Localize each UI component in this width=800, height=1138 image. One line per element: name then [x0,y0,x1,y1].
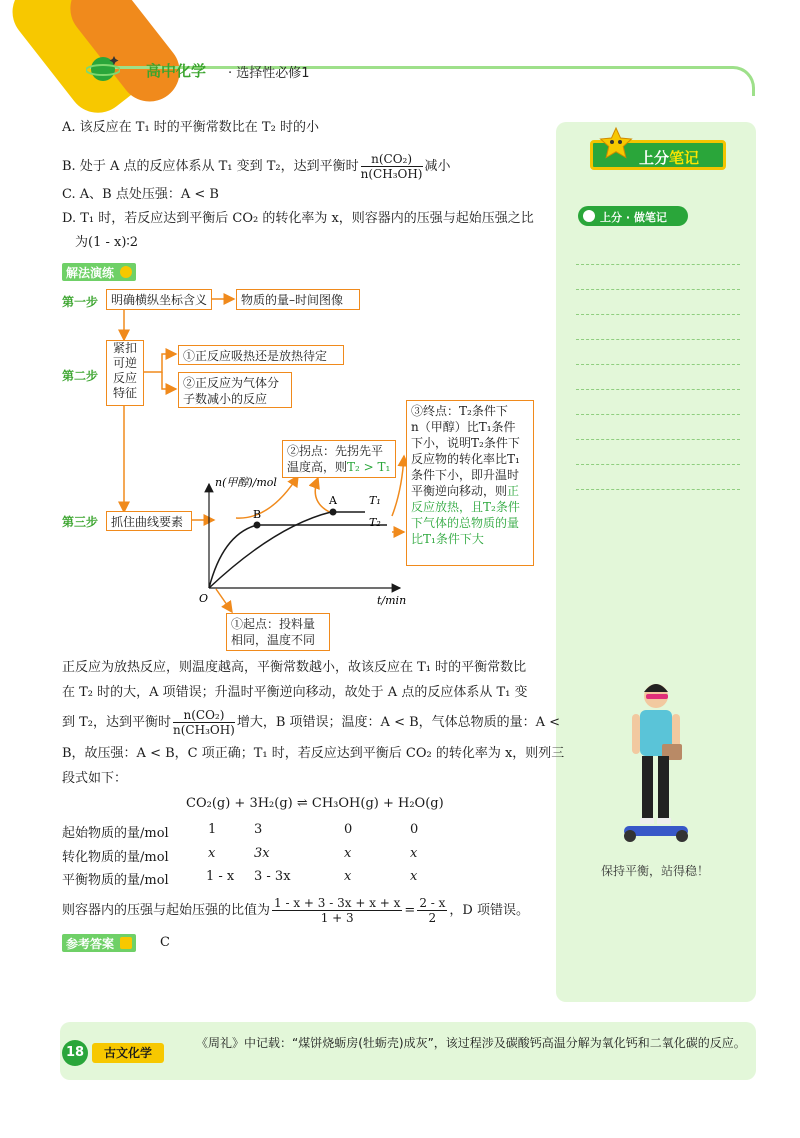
pencil-icon [120,937,132,949]
series-t1-label: T₁ [369,494,381,507]
fraction-denominator: 1 + 3 [320,911,354,925]
row-label: 转化物质的量/mol [62,850,169,865]
note-line[interactable] [576,364,740,365]
pill-dot-icon [583,210,595,222]
cell: 3 - 3x [254,869,291,884]
feature-2-line: ②正反应为气体分 [183,376,280,390]
analysis-text: 到 T₂，达到平衡时 [62,715,172,730]
fraction-numerator: 2 - x [419,896,446,910]
section-tag-answer [62,934,136,952]
step-1-label: 第一步 [62,295,99,309]
illustration-caption: 保持平衡，站得稳！ [601,864,710,878]
end-conclusion: 正 [507,484,520,498]
notes-pill-label: 上分 · 做笔记 [600,211,667,224]
start-line: 相同，温度不同 [231,633,316,647]
note-line[interactable] [576,464,740,465]
option-b-text: B. 处于 A 点的反应体系从 T₁ 变到 T₂，达到平衡时 [62,159,359,174]
footer-tag: 古文化学 [92,1043,164,1063]
curve-t2 [209,525,387,588]
option-c: C. A、B 点处压强：A < B [62,187,219,202]
option-b-tail: 减小 [424,159,451,174]
cell: x [344,846,352,861]
analysis-line-2: 在 T₂ 时的大，A 项错误；升温时平衡逆向移动，故处于 A 点的反应体系从 T₁ 变 [62,685,528,700]
cell: 1 [208,822,217,837]
option-a: A. 该反应在 T₁ 时的平衡常数比在 T₂ 时的小 [62,120,319,135]
cell: x [344,869,352,884]
turning-line: ②拐点：先拐先平 [287,444,384,458]
grasp-line: 特征 [113,386,138,400]
cell: x [410,846,418,861]
box-image-type: 物质的量–时间图像 [236,289,360,310]
option-d-line2: 为(1 - x)∶2 [75,235,139,250]
box-end-point [406,400,534,566]
box-coordinates: 明确横纵坐标含义 [106,289,212,310]
note-line[interactable] [576,414,740,415]
grasp-line: 紧扣 [113,341,138,355]
note-line[interactable] [576,489,740,490]
grasp-line: 可逆 [113,356,138,370]
analysis-line-1: 正反应为放热反应，则温度越高，平衡常数越小，故该反应在 T₁ 时的平衡常数比 [62,660,527,675]
answer-value: C [160,935,170,950]
fraction-denominator: n(CH₃OH) [173,723,235,737]
section-tag-label: 解法演练 [66,266,115,280]
start-line: ①起点：投料量 [231,617,316,631]
end-line: 反应物的转化率比T₁ [411,452,520,466]
box-feature-2 [178,372,292,408]
end-line: 下小，说明T₂条件下 [411,436,520,450]
conclusion-fraction-2 [417,896,447,925]
answer-tag-label: 参考答案 [66,937,115,951]
point-a-label: A [329,494,337,507]
end-line: ③终点：T₂条件下 [411,404,508,418]
reaction-equation: CO₂(g) + 3H₂(g) ⇌ CH₃OH(g) + H₂O(g) [186,796,444,811]
box-curve-elements: 抓住曲线要素 [106,511,192,531]
equals-sign: = [404,903,416,918]
header-subtitle: · 选择性必修1 [228,66,310,81]
series-t2-label: T₂ [369,516,381,529]
origin-label: O [199,592,209,605]
fraction-denominator: 2 [428,911,437,925]
end-line: 平衡逆向移动，则 [411,484,508,498]
cell: 3x [254,846,270,861]
note-line[interactable] [576,389,740,390]
cell: x [208,846,216,861]
box-feature-1: ①正反应吸热还是放热待定 [178,345,344,365]
fraction-numerator: n(CO₂) [361,152,423,167]
footer-text: 《周礼》中记载：“煤饼烧蛎房(牡蛎壳)成灰”，该过程涉及碳酸钙高温分解为氧化钙和二氧化碳的反应。 [196,1036,746,1050]
note-line[interactable] [576,264,740,265]
conclusion-line [62,896,529,925]
conclusion-fraction-1 [272,896,402,925]
note-line[interactable] [576,289,740,290]
header-title: 高中化学 [146,62,207,80]
box-grasp-reaction [106,340,144,406]
analysis-line-4: B，故压强：A < B，C 项正确；T₁ 时，若反应达到平衡后 CO₂ 的转化率为 x，则列三 [62,746,565,761]
cell: 3 [254,822,263,837]
star-mascot-icon [598,126,634,162]
cell: 0 [344,822,353,837]
row-label: 平衡物质的量/mol [62,873,169,888]
page-number: 18 [62,1040,88,1066]
end-conclusion: 比T₁条件下大 [411,532,484,546]
end-line: n（甲醇）比T₁条件 [411,420,516,434]
notes-title-main: 上分 [639,149,670,167]
analysis-fraction [173,708,235,737]
row-label: 起始物质的量/mol [62,826,169,841]
conclusion-text: 则容器内的压强与起始压强的比值为 [62,903,271,918]
box-start-point [226,613,330,651]
analysis-line-3 [62,708,560,737]
curve-t1 [209,512,365,588]
cell: 0 [410,822,419,837]
end-line: 条件下小，即升温时 [411,468,520,482]
notes-title-highlight: 笔记 [669,149,700,167]
y-axis-label: n(甲醇)/mol [215,476,277,489]
option-d-line1: D. T₁ 时，若反应达到平衡后 CO₂ 的转化率为 x，则容器内的压强与起始压强之比 [62,211,534,226]
point-b [254,522,261,529]
turning-conclusion: T₂ > T₁ [347,460,391,474]
fraction-numerator: 1 - x + 3 - 3x + x + x [274,896,401,910]
point-b-label: B [253,508,262,521]
note-line[interactable] [576,439,740,440]
point-a [330,509,337,516]
end-conclusion: 下气体的总物质的量 [411,516,520,530]
notes-pill [578,206,688,226]
cell: x [410,869,418,884]
grasp-line: 反应 [113,371,138,385]
feature-2-line: 子数减小的反应 [183,392,268,406]
fraction-numerator: n(CO₂) [173,708,235,723]
fraction-denominator: n(CH₃OH) [360,167,423,181]
step-2-label: 第二步 [62,369,99,383]
step-3-label: 第三步 [62,515,99,529]
analysis-text: 增大，B 项错误；温度：A < B，气体总物质的量：A < [236,715,561,730]
turning-line: 温度高，则 [287,460,348,474]
boy-on-hoverboard-illustration [610,680,700,850]
analysis-line-5: 段式如下： [62,771,128,786]
conclusion-tail: ，D 项错误。 [449,903,529,918]
end-conclusion: 反应放热，且T₂条件 [411,500,520,514]
note-line[interactable] [576,314,740,315]
note-line[interactable] [576,339,740,340]
amount-time-graph [195,470,415,610]
x-axis-label: t/min [377,594,407,607]
cell: 1 - x [206,869,235,884]
